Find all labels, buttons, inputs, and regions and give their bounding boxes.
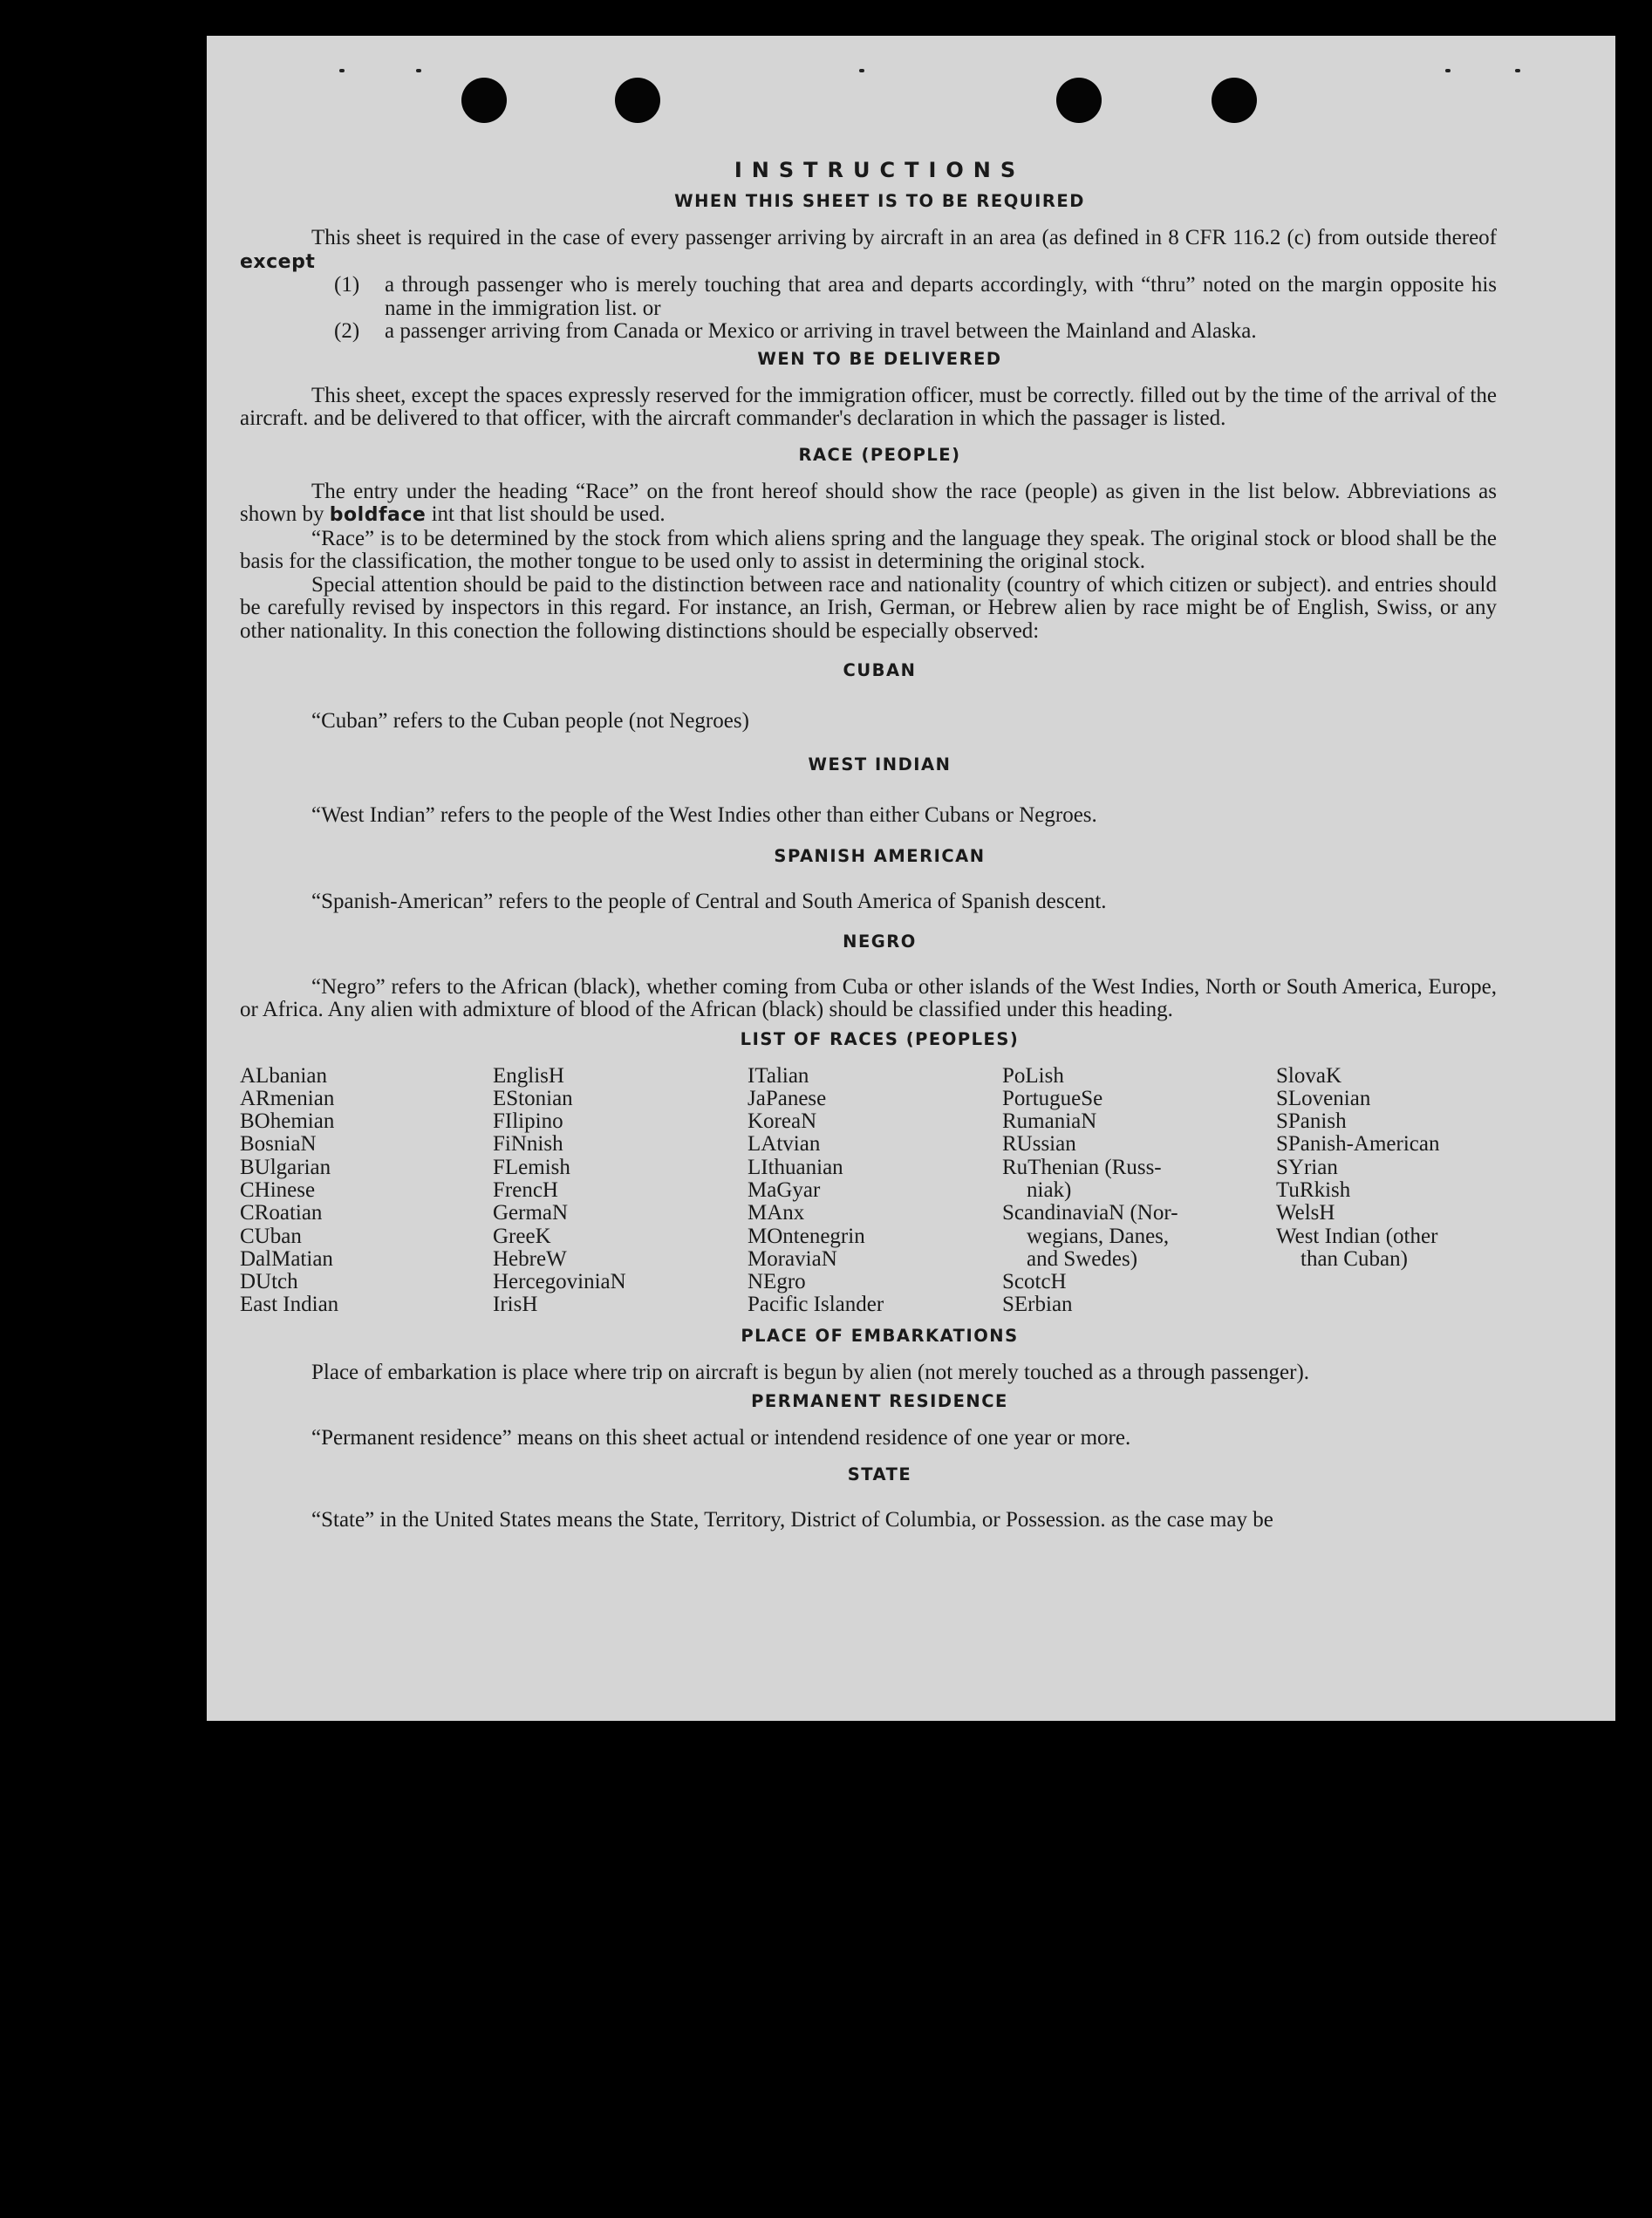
section-heading-embarkation: PLACE OF EMBARKATIONS: [741, 1325, 1019, 1346]
punch-hole: [1212, 78, 1257, 123]
cuban-text: “Cuban” refers to the Cuban people (not Negroes): [311, 709, 749, 733]
race-item: RumaniaN: [1002, 1109, 1097, 1134]
race-item: FLemish: [493, 1155, 570, 1179]
race-item: MoraviaN: [747, 1246, 837, 1271]
race-paragraph-1: The entry under the heading “Race” on the front hereof should show the race (people) as given in the list below. Abbreviations as shown by boldface int that list should be used.: [240, 479, 1497, 526]
punch-hole: [1056, 78, 1102, 123]
race-item: FiNnish: [493, 1132, 563, 1157]
race-item: than Cuban): [1300, 1246, 1408, 1271]
race-item: MAnx: [747, 1201, 805, 1225]
section-heading-races-list: LIST OF RACES (PEOPLES): [740, 1028, 1020, 1049]
race-item: NEgro: [747, 1270, 806, 1294]
race-item: ITalian: [747, 1063, 809, 1088]
section-heading-west-indian: WEST INDIAN: [808, 754, 952, 775]
race-item: HercegoviniaN: [493, 1270, 626, 1294]
punch-hole: [461, 78, 507, 123]
race-item: PortugueSe: [1002, 1086, 1103, 1110]
race-item: SPanish-American: [1276, 1132, 1440, 1157]
west-indian-text: “West Indian” refers to the people of the West Indies other than either Cubans or Negroes.: [311, 802, 1097, 827]
race-item: CHinese: [240, 1177, 316, 1202]
speck: [859, 69, 864, 72]
race-item: SYrian: [1276, 1155, 1338, 1179]
race-item: LIthuanian: [747, 1155, 843, 1179]
race-item: HebreW: [493, 1246, 567, 1271]
speck: [1445, 69, 1451, 72]
punch-hole: [615, 78, 660, 123]
except-bold: except: [240, 250, 316, 273]
race-item: KoreaN: [747, 1109, 817, 1134]
race-item: RuThenian (Russ-: [1002, 1155, 1162, 1179]
race-item: GermaN: [493, 1201, 569, 1225]
race-item: ALbanian: [240, 1063, 327, 1088]
race-item: EStonian: [493, 1086, 573, 1110]
section-heading-spanish-american: SPANISH AMERICAN: [774, 846, 986, 866]
list-item: (2) a passenger arriving from Canada or Mexico or arriving in travel between the Mainland and Alaska.: [334, 319, 1257, 343]
race-item: FIlipino: [493, 1109, 563, 1134]
race-item: EnglisH: [493, 1063, 564, 1088]
race-item: WelsH: [1276, 1201, 1335, 1225]
race-item: BOhemian: [240, 1109, 335, 1134]
race-item: CRoatian: [240, 1201, 323, 1225]
race-item: ScotcH: [1002, 1270, 1067, 1294]
races-column: [240, 1065, 493, 1317]
race-item: MOntenegrin: [747, 1224, 865, 1248]
race-item: SlovaK: [1276, 1063, 1341, 1088]
race-item: FrencH: [493, 1177, 558, 1202]
residence-text: “Permanent residence” means on this sheet actual or intendend residence of one year or more.: [311, 1426, 1131, 1450]
state-text: “State” in the United States means the State, Territory, District of Columbia, or Possession. as the case may be: [311, 1507, 1273, 1532]
race-item: and Swedes): [1027, 1246, 1138, 1271]
race-item: SErbian: [1002, 1293, 1073, 1317]
race-item: SPanish: [1276, 1109, 1347, 1134]
race-paragraph-3: Special attention should be paid to the distinction between race and nationality (country of which citizen or subject). and entries should be carefully revised by inspectors in this regard. For instance, an Irish, German, or Hebrew alien by race might be of English, Swiss, or any other nationality. In this conection the following distinctions should be especially observed:: [240, 572, 1497, 643]
speck: [339, 69, 345, 72]
races-column: [747, 1065, 1002, 1317]
race-item: PoLish: [1002, 1063, 1064, 1088]
race-item: ScandinaviaN (Nor-: [1002, 1201, 1178, 1225]
race-item: East Indian: [240, 1293, 339, 1317]
race-item: SLovenian: [1276, 1086, 1371, 1110]
race-item: Pacific Islander: [747, 1293, 884, 1317]
race-item: BUlgarian: [240, 1155, 331, 1179]
race-paragraph-2: “Race” is to be determined by the stock from which aliens spring and the language they speak. The original stock or blood shall be the basis for the classification, the mother tongue to be used only to assist in determining the original stock.: [240, 526, 1497, 573]
section-heading-residence: PERMANENT RESIDENCE: [751, 1391, 1008, 1412]
section-heading-race: RACE (PEOPLE): [798, 444, 961, 465]
list-item: (1) a through passenger who is merely touching that area and departs accordingly, with “thru” noted on the margin opposite his name in the immigration list. or: [334, 273, 1497, 320]
race-item: niak): [1027, 1177, 1072, 1202]
race-item: DUtch: [240, 1270, 298, 1294]
embarkation-text: Place of embarkation is place where trip on aircraft is begun by alien (not merely touched as a through passenger).: [311, 1360, 1310, 1384]
race-item: JaPanese: [747, 1086, 827, 1110]
document-body: [240, 158, 1497, 1532]
delivered-text: This sheet, except the spaces expressly reserved for the immigration officer, must be correctly. filled out by the time of the arrival of the aircraft. and be delivered to that officer, with the aircraft commander's declaration in which the passager is listed.: [240, 383, 1497, 430]
race-item: IrisH: [493, 1293, 538, 1317]
when-required-intro: This sheet is required in the case of every passenger arriving by aircraft in an area (as defined in 8 CFR 116.2 (c) from outside thereof except: [240, 226, 1497, 273]
section-heading-delivered: WEN TO BE DELIVERED: [757, 348, 1002, 369]
race-item: GreeK: [493, 1224, 551, 1248]
races-table: [240, 1065, 1497, 1317]
race-item: BosniaN: [240, 1132, 317, 1157]
page-title: INSTRUCTIONS: [734, 158, 1026, 182]
race-item: DalMatian: [240, 1246, 333, 1271]
section-heading-negro: NEGRO: [843, 931, 917, 952]
spanish-american-text: “Spanish-American” refers to the people of Central and South America of Spanish descent.: [311, 890, 1107, 913]
race-item: RUssian: [1002, 1132, 1076, 1157]
race-item: West Indian (other: [1276, 1224, 1438, 1248]
race-item: CUban: [240, 1224, 302, 1248]
section-heading-state: STATE: [847, 1464, 912, 1484]
race-item: wegians, Danes,: [1027, 1224, 1170, 1248]
document-sheet: [207, 36, 1615, 1721]
race-item: TuRkish: [1276, 1177, 1351, 1202]
races-column: [493, 1065, 747, 1317]
races-column: [1276, 1065, 1496, 1317]
race-item: MaGyar: [747, 1177, 821, 1202]
race-item: ARmenian: [240, 1086, 335, 1110]
races-column: [1002, 1065, 1276, 1317]
race-item: LAtvian: [747, 1132, 821, 1157]
speck: [1515, 69, 1520, 72]
boldface-word: boldface: [329, 504, 427, 526]
negro-text: “Negro” refers to the African (black), whether coming from Cuba or other islands of the West Indies, North or South America, Europe, or Africa. Any alien with admixture of blood of the African (black) should be classified under this heading.: [240, 974, 1497, 1021]
speck: [416, 69, 421, 72]
section-heading-cuban: CUBAN: [843, 660, 917, 680]
section-heading-when-required: WHEN THIS SHEET IS TO BE REQUIRED: [674, 191, 1085, 211]
